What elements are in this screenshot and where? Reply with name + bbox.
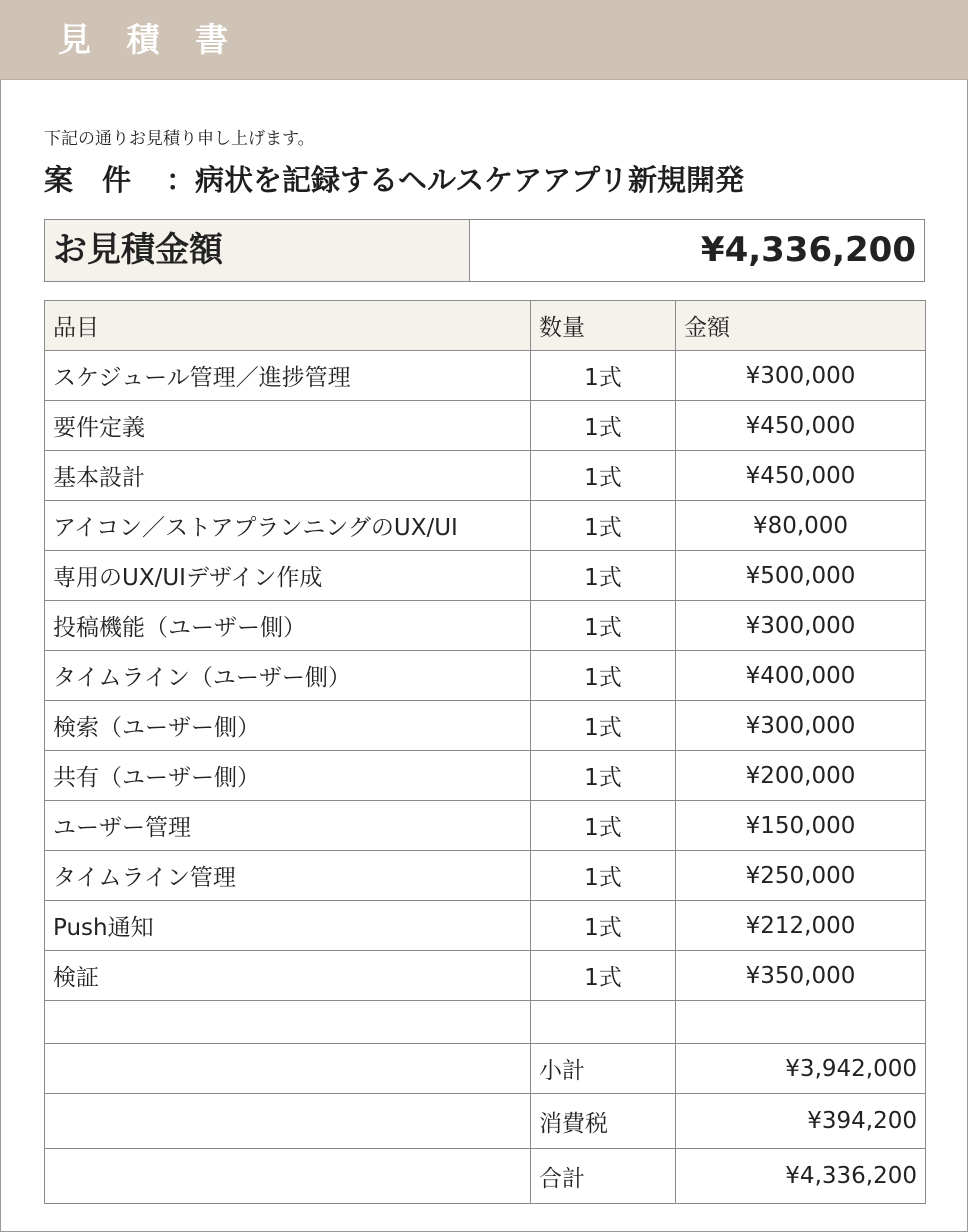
row-item: ユーザー管理 [45,801,531,851]
subject-label: 案 件 [44,163,132,197]
row-qty: 1式 [531,951,676,1001]
intro-text: 下記の通りお見積り申し上げます。 [44,129,315,149]
row-amount: ¥300,000 [676,351,926,401]
row-qty: 1式 [531,351,676,401]
row-item: 基本設計 [45,451,531,501]
row-item: Push通知 [45,901,531,951]
row-qty: 1式 [531,801,676,851]
table-row [45,501,926,551]
subject-line [44,160,744,200]
estimate-total-value: ¥4,336,200 [700,230,916,270]
tax-row [45,1094,926,1149]
table-row [45,901,926,951]
tax-label: 消費税 [531,1094,676,1149]
row-item: 検証 [45,951,531,1001]
blank-cell [45,1094,531,1149]
blank-cell [45,1001,531,1044]
blank-cell [676,1001,926,1044]
row-item: 要件定義 [45,401,531,451]
row-qty: 1式 [531,451,676,501]
row-amount: ¥500,000 [676,551,926,601]
row-amount: ¥450,000 [676,451,926,501]
table-row [45,951,926,1001]
row-amount: ¥300,000 [676,701,926,751]
row-qty: 1式 [531,401,676,451]
blank-row [45,1001,926,1044]
table-row [45,801,926,851]
row-item: 検索（ユーザー側） [45,701,531,751]
row-item: アイコン／ストアプランニングのUX/UI [45,501,531,551]
row-amount: ¥80,000 [676,501,926,551]
table-row [45,601,926,651]
total-row [45,1149,926,1204]
tax-value: ¥394,200 [676,1094,926,1149]
row-amount: ¥450,000 [676,401,926,451]
table-header-row [45,301,926,351]
document-title: 見 積 書 [58,20,240,59]
subtotal-row [45,1044,926,1094]
estimate-total-box [44,219,925,282]
subtotal-value: ¥3,942,000 [676,1044,926,1094]
subtotal-label: 小計 [531,1044,676,1094]
row-item: 共有（ユーザー側） [45,751,531,801]
row-item: 専用のUX/UIデザイン作成 [45,551,531,601]
total-label: 合計 [531,1149,676,1204]
row-qty: 1式 [531,651,676,701]
row-qty: 1式 [531,701,676,751]
subject-value: ：病状を記録するヘルスケアアプリ新規開発 [166,163,744,197]
table-row [45,551,926,601]
row-amount: ¥300,000 [676,601,926,651]
row-item: タイムライン管理 [45,851,531,901]
line-items-table [44,300,926,1204]
total-value: ¥4,336,200 [676,1149,926,1204]
blank-cell [45,1149,531,1204]
row-qty: 1式 [531,851,676,901]
row-qty: 1式 [531,551,676,601]
row-qty: 1式 [531,501,676,551]
table-row [45,701,926,751]
table-row [45,451,926,501]
row-amount: ¥212,000 [676,901,926,951]
row-item: 投稿機能（ユーザー側） [45,601,531,651]
blank-cell [45,1044,531,1094]
row-item: スケジュール管理／進捗管理 [45,351,531,401]
row-amount: ¥400,000 [676,651,926,701]
table-row [45,401,926,451]
blank-cell [531,1001,676,1044]
row-amount: ¥250,000 [676,851,926,901]
table-row [45,851,926,901]
row-qty: 1式 [531,601,676,651]
row-amount: ¥150,000 [676,801,926,851]
header-amount: 金額 [676,301,926,351]
table-row [45,751,926,801]
row-qty: 1式 [531,751,676,801]
table-row [45,351,926,401]
row-qty: 1式 [531,901,676,951]
row-item: タイムライン（ユーザー側） [45,651,531,701]
document-header [0,0,968,80]
row-amount: ¥350,000 [676,951,926,1001]
header-item: 品目 [45,301,531,351]
header-qty: 数量 [531,301,676,351]
row-amount: ¥200,000 [676,751,926,801]
estimate-total-label: お見積金額 [45,220,470,281]
table-row [45,651,926,701]
